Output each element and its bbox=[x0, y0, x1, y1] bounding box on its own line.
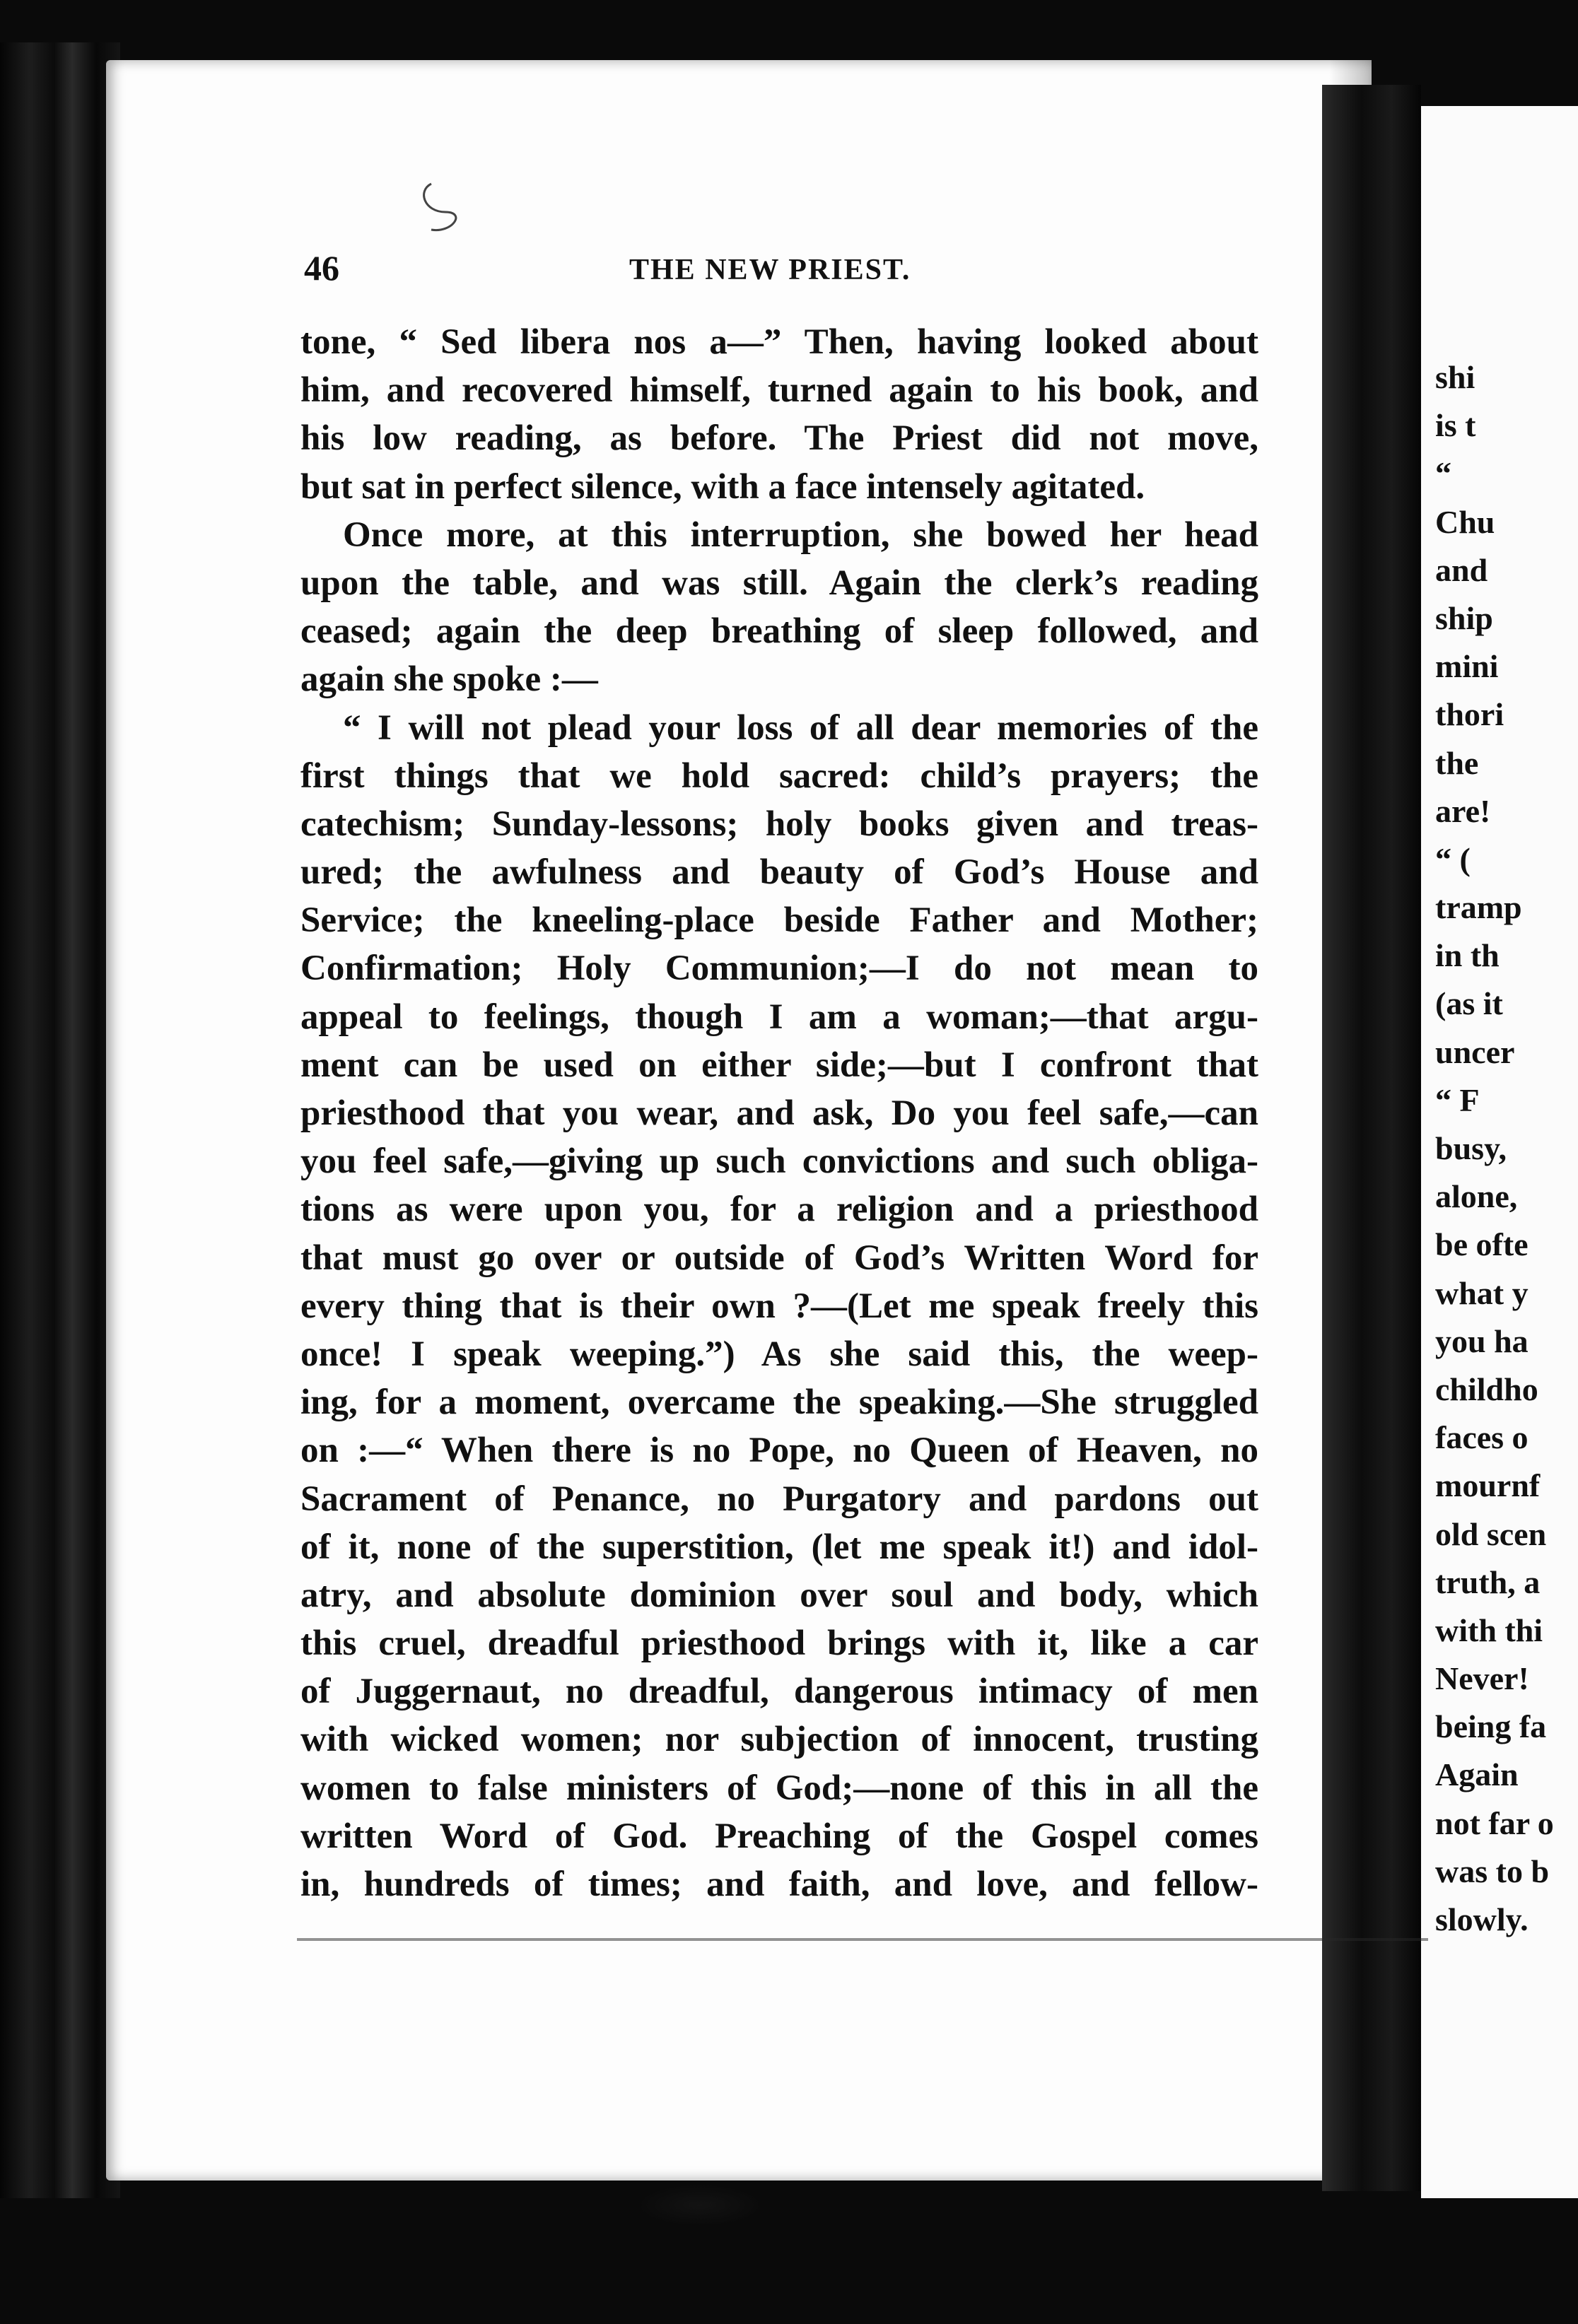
text-line: tone, “ Sed libera nos a—” Then, having looked about bbox=[300, 322, 1258, 362]
text-line: this cruel, dreadful priesthood brings with it, like a car bbox=[300, 1624, 1258, 1664]
text-line: mournf bbox=[1435, 1467, 1541, 1504]
text-line: with thi bbox=[1435, 1612, 1543, 1648]
text-line: “ ( bbox=[1435, 840, 1471, 877]
text-line: in th bbox=[1435, 937, 1500, 974]
book-gutter bbox=[1322, 85, 1421, 2191]
text-line: his low reading, as before. The Priest did not move, bbox=[300, 418, 1258, 459]
text-line: Again bbox=[1435, 1756, 1519, 1793]
scan-bottom-border bbox=[0, 2198, 1578, 2324]
text-line: of Juggernaut, no dreadful, dangerous intimacy of men bbox=[300, 1672, 1258, 1712]
text-line: be ofte bbox=[1435, 1226, 1529, 1263]
text-line: alone, bbox=[1435, 1178, 1518, 1215]
text-line: (as it bbox=[1435, 985, 1503, 1022]
text-line: ship bbox=[1435, 599, 1493, 636]
pencil-mark bbox=[403, 163, 502, 240]
text-line: written Word of God. Preaching of the Gospel comes bbox=[300, 1816, 1258, 1856]
text-line: being fa bbox=[1435, 1708, 1547, 1745]
page-header bbox=[304, 247, 1273, 290]
text-line: ing, for a moment, overcame the speaking.—She struggled bbox=[300, 1383, 1258, 1423]
text-line: atry, and absolute dominion over soul and body, which bbox=[300, 1575, 1258, 1615]
text-line: with wicked women; nor subjection of innocent, trusting bbox=[300, 1720, 1258, 1760]
text-line: you feel safe,—giving up such convictions and such obliga- bbox=[300, 1142, 1258, 1182]
text-line: you ha bbox=[1435, 1322, 1529, 1359]
text-line: once! I speak weeping.”) As she said this, the weep- bbox=[300, 1334, 1258, 1374]
text-line: shi bbox=[1435, 359, 1475, 395]
text-line: Service; the kneeling-place beside Father and Mother; bbox=[300, 900, 1258, 941]
text-line: Sacrament of Penance, no Purgatory and pardons out bbox=[300, 1479, 1258, 1519]
running-head: THE NEW PRIEST. bbox=[629, 254, 911, 286]
scan-smudge bbox=[636, 2184, 764, 2226]
text-line: again she spoke :— bbox=[300, 659, 598, 700]
text-line: Never! bbox=[1435, 1660, 1529, 1697]
right-page-text bbox=[1435, 353, 1578, 1944]
text-line: that must go over or outside of God’s Written Word for bbox=[300, 1238, 1258, 1278]
text-line: thori bbox=[1435, 696, 1504, 733]
text-line: of it, none of the superstition, (let me speak it!) and idol- bbox=[300, 1527, 1258, 1567]
page-number: 46 bbox=[304, 248, 339, 288]
text-line: Confirmation; Holy Communion;—I do not mean to bbox=[300, 949, 1258, 989]
text-line: ceased; again the deep breathing of sleep followed, and bbox=[300, 611, 1258, 652]
text-line: women to false ministers of God;—none of this in all the bbox=[300, 1768, 1258, 1808]
text-line: is t bbox=[1435, 407, 1476, 444]
text-line: childho bbox=[1435, 1371, 1538, 1407]
text-line: Chu bbox=[1435, 503, 1495, 540]
text-line: on :—“ When there is no Pope, no Queen of Heaven, no bbox=[300, 1431, 1258, 1471]
text-line: busy, bbox=[1435, 1130, 1507, 1166]
text-line: in, hundreds of times; and faith, and love, and fellow- bbox=[300, 1865, 1258, 1904]
text-line: not far o bbox=[1435, 1804, 1554, 1841]
text-line: every thing that is their own ?—(Let me speak freely this bbox=[300, 1286, 1258, 1326]
text-line: first things that we hold sacred: child’s prayers; the bbox=[300, 756, 1258, 796]
text-line: “ I will not plead your loss of all dear memories of the bbox=[343, 708, 1258, 748]
text-line: the bbox=[1435, 744, 1479, 781]
text-line: mini bbox=[1435, 648, 1499, 685]
text-line: ment can be used on either side;—but I confront that bbox=[300, 1045, 1258, 1085]
text-line: uncer bbox=[1435, 1033, 1515, 1070]
text-line: faces o bbox=[1435, 1419, 1529, 1456]
text-line: ured; the awfulness and beauty of God’s House and bbox=[300, 852, 1258, 893]
text-line: was to b bbox=[1435, 1853, 1550, 1889]
book-edge-left bbox=[0, 42, 120, 2219]
text-line: “ bbox=[1435, 455, 1451, 492]
text-line: tramp bbox=[1435, 889, 1522, 926]
text-line: old scen bbox=[1435, 1515, 1547, 1552]
text-line: slowly. bbox=[1435, 1901, 1529, 1937]
text-line: truth, a bbox=[1435, 1563, 1541, 1600]
text-line: and bbox=[1435, 551, 1488, 588]
text-line: appeal to feelings, though I am a woman;—that argu- bbox=[300, 997, 1258, 1037]
text-line: but sat in perfect silence, with a face intensely agitated. bbox=[300, 466, 1145, 507]
text-line: are! bbox=[1435, 792, 1491, 829]
body-text bbox=[300, 318, 1258, 1908]
text-line: catechism; Sunday-lessons; holy books given and treas- bbox=[300, 804, 1258, 844]
text-line: upon the table, and was still. Again the clerk’s reading bbox=[300, 563, 1258, 603]
scan-artifact-line bbox=[297, 1938, 1428, 1941]
text-line: “ F bbox=[1435, 1081, 1480, 1118]
text-line: tions as were upon you, for a religion and a priesthood bbox=[300, 1190, 1258, 1230]
text-line: Once more, at this interruption, she bowed her head bbox=[343, 515, 1258, 555]
text-line: priesthood that you wear, and ask, Do you feel safe,—can bbox=[300, 1093, 1258, 1133]
text-line: what y bbox=[1435, 1274, 1529, 1311]
text-line: him, and recovered himself, turned again to his book, and bbox=[300, 370, 1258, 411]
